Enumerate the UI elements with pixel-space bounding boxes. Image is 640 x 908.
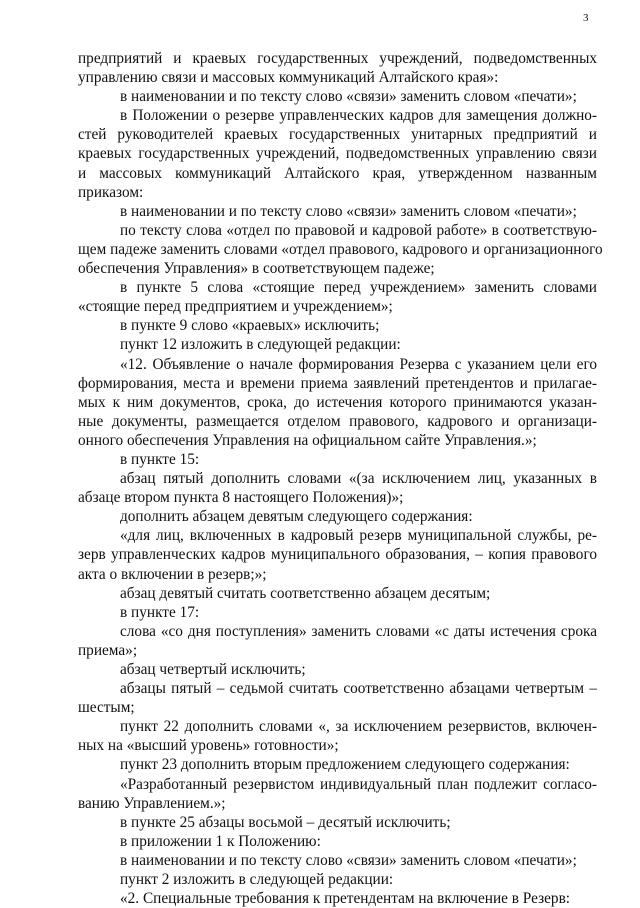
text-line: в пункте 25 абзацы восьмой – десятый исключить; xyxy=(120,813,451,831)
text-line: абзаце втором пункта 8 настоящего Положения)»; xyxy=(78,489,404,507)
text-line: обеспечения Управления» в соответствующем падеже; xyxy=(78,260,435,278)
text-line: в наименовании и по тексту слово «связи» заменить словом «печати»; xyxy=(120,202,577,220)
text-line: «Разработанный резервистом индивидуальный план подлежит согласо- xyxy=(120,775,597,793)
text-line: и массовых коммуникаций Алтайского края, утвержденном названным xyxy=(78,164,597,182)
text-line: по тексту слова «отдел по правовой и кадровой работе» в соответствую- xyxy=(120,221,597,239)
text-line: в пункте 5 слова «стоящие перед учреждением» заменить словами xyxy=(120,279,597,297)
page-number: 3 xyxy=(583,12,589,24)
text-line: в Положении о резерве управленческих кадров для замещения должно- xyxy=(120,107,597,125)
text-line: пункт 12 изложить в следующей редакции: xyxy=(120,336,401,354)
text-line: зерв управленческих кадров муниципального образования, – копия правового xyxy=(78,546,597,564)
text-line: слова «со дня поступления» заменить словами «с даты истечения срока xyxy=(120,622,597,640)
text-line: формирования, места и времени приема заявлений претендентов и прилагае- xyxy=(78,374,597,392)
text-line: абзац пятый дополнить словами «(за исключением лиц, указанных в xyxy=(120,470,597,488)
text-line: ные документы, размещается отделом правового, кадрового и организаци- xyxy=(78,412,597,430)
text-line: пункт 22 дополнить словами «, за исключением резервистов, включен- xyxy=(120,718,597,736)
text-line: дополнить абзацем девятым следующего содержания: xyxy=(120,508,473,526)
text-line: приема»; xyxy=(78,641,138,659)
text-line: абзац четвертый исключить; xyxy=(120,661,306,678)
text-line: в пункте 9 слово «краевых» исключить; xyxy=(120,317,380,335)
text-line: приказом: xyxy=(78,183,144,201)
text-line: в наименовании и по тексту слово «связи» заменить словом «печати»; xyxy=(120,851,577,869)
text-line: шестым; xyxy=(78,699,135,717)
text-line: «для лиц, включенных в кадровый резерв муниципальной службы, ре- xyxy=(120,527,597,545)
text-line: «12. Объявление о начале формирования Резерва с указанием цели его xyxy=(120,355,597,373)
text-line: краевых государственных учреждений, подведомственных управлению связи xyxy=(78,145,597,163)
text-line: пункт 23 дополнить вторым предложением следующего содержания: xyxy=(120,756,570,774)
document-body xyxy=(78,49,603,908)
text-line: пункт 2 изложить в следующей редакции: xyxy=(120,871,394,889)
text-line: щем падеже заменить словами «отдел правового, кадрового и организационного xyxy=(78,240,603,258)
text-line: ванию Управлением.»; xyxy=(78,794,226,812)
text-line: мых к ним документов, срока, до истечения которого принимаются указан- xyxy=(78,393,597,411)
text-line: в пункте 17: xyxy=(120,603,200,621)
text-line: абзац девятый считать соответственно абзацем десятым; xyxy=(120,584,491,602)
text-line: «стоящие перед предприятием и учреждением»; xyxy=(78,298,393,316)
text-line: в приложении 1 к Положению: xyxy=(120,832,321,850)
text-line: ных на «высший уровень» готовности»; xyxy=(78,737,339,755)
text-line: в пункте 15: xyxy=(120,450,200,468)
text-line: предприятий и краевых государственных учреждений, подведомственных xyxy=(78,50,597,67)
text-line: стей руководителей краевых государственных унитарных предприятий и xyxy=(78,126,597,144)
text-line: управлению связи и массовых коммуникаций Алтайского края»: xyxy=(78,69,499,87)
text-line: в наименовании и по тексту слово «связи» заменить словом «печати»; xyxy=(120,88,577,106)
text-line: абзацы пятый – седьмой считать соответственно абзацами четвертым – xyxy=(120,680,597,698)
text-line: акта о включении в резерв;»; xyxy=(78,565,267,583)
text-line: «2. Специальные требования к претендентам на включение в Резерв: xyxy=(120,890,571,908)
text-line: онного обеспечения Управления на официальном сайте Управления.»; xyxy=(78,431,537,449)
